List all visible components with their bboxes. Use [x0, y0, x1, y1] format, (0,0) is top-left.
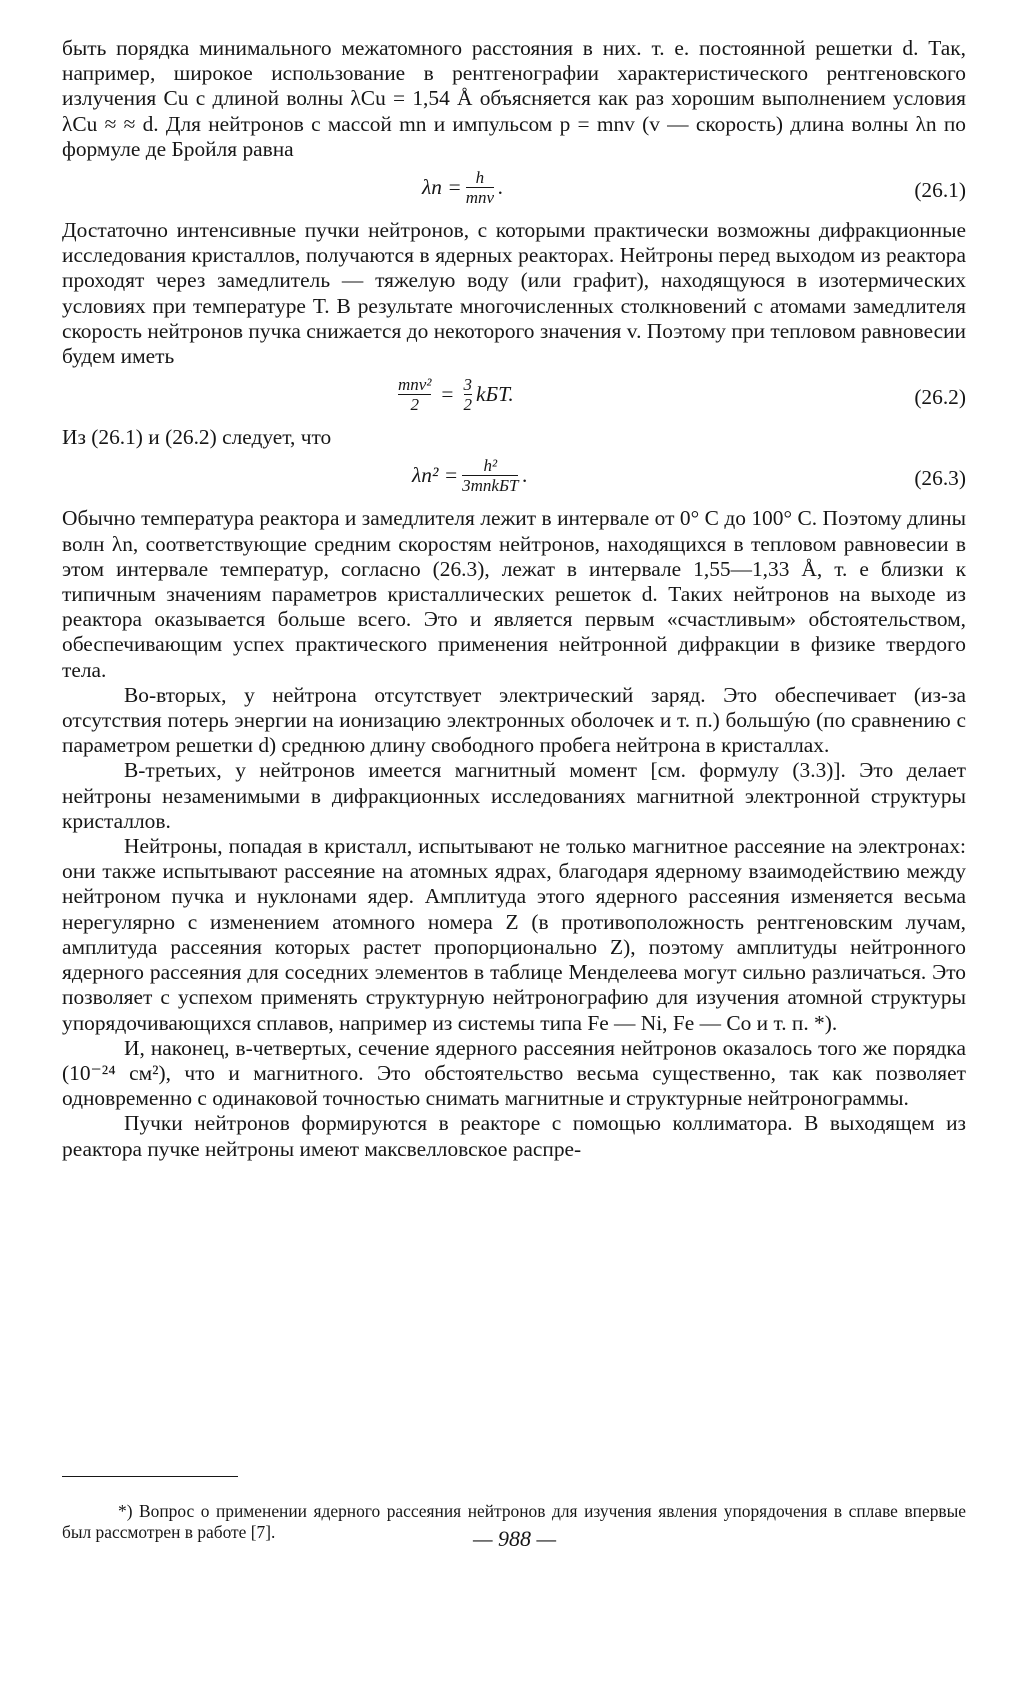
eq2-number: (26.2)	[914, 385, 966, 410]
eq3-denominator: 3mnkБT	[462, 476, 519, 496]
paragraph-2: Достаточно интенсивные пучки нейтронов, с которыми практически возможны дифракционные исследования кристаллов, получаются в ядерных реакторах. Нейтроны перед выходом из реактора проходят через замедлитель — тяжелую воду (или графит), находящуюся в изотермических условиях при температуре T. В результате многочисленных столкновений с атомами замедлителя скорость нейтронов пучка снижается до некоторого значения v. Поэтому при тепловом равновесии будем иметь	[62, 218, 966, 369]
paragraph-7: Нейтроны, попадая в кристалл, испытывают не только магнитное рассеяние на электронах: они также испытывают рассеяние на атомных ядрах, благодаря ядерному взаимодействию между нейтроном пучка и нуклонами ядер. Амплитуда этого ядерного рассеяния изменяется весьма нерегулярно с изменением атомного номера Z (в противоположность рентгеновским лучам, амплитуда рассеяния которых растет пропорционально Z), поэтому амплитуды нейтронного ядерного рассеяния для соседних элементов в таблице Менделеева могут сильно различаться. Это позволяет с успехом применять структурную нейтронографию для изучения атомной структуры упорядочивающихся сплавов, например из системы типа Fe — Ni, Fe — Co и т. п. *).	[62, 834, 966, 1035]
eq1-numerator: h	[475, 168, 485, 188]
eq1-denominator: mnv	[465, 188, 495, 208]
eq2-tail: kБT.	[476, 382, 514, 407]
eq1-tail: .	[498, 175, 504, 200]
paragraph-9: Пучки нейтронов формируются в реакторе с помощью коллиматора. В выходящем из реактора пучке нейтроны имеют максвелловское распре-	[62, 1111, 966, 1161]
eq1-lhs: λn =	[422, 175, 462, 200]
eq1-fraction	[466, 168, 494, 207]
paragraph-1: быть порядка минимального межатомного расстояния в них. т. е. постоянной решетки d. Так, например, широкое использование в рентгенографии характеристического рентгеновского излучения Cu с длиной волны λCu = 1,54 Å объясняется как раз хорошим выполнением условия λCu ≈ ≈ d. Для нейтронов с массой mn и импульсом p = mnv (v — скорость) длина волны λn по формуле де Бройля равна	[62, 36, 966, 161]
equation-26-1	[62, 162, 966, 218]
equation-26-3	[62, 450, 966, 506]
paragraph-3: Из (26.1) и (26.2) следует, что	[62, 425, 332, 450]
footnote-divider	[62, 1476, 238, 1477]
paragraph-8: И, наконец, в-четвертых, сечение ядерного рассеяния нейтронов оказалось того же порядка (10⁻²⁴ см²), что и магнитного. Это обстоятельство весьма существенно, так как позволяет одновременно с одинаковой точностью снимать магнитные и структурные нейтронограммы.	[62, 1035, 966, 1111]
paragraph-4: Обычно температура реактора и замедлителя лежит в интервале от 0° С до 100° С. Поэтому длины волн λn, соответствующие средним скоростям нейтронов, находящихся в тепловом равновесии в этом интервале температур, согласно (26.3), лежат в интервале 1,55—1,33 Å, т. е близки к типичным значениям параметров кристаллических решеток d. Таких нейтронов на выходе из реактора оказывается больше всего. Это и является первым «счастливым» обстоятельством, обеспечивающим успех практического применения нейтронной дифракции в физике твердого тела.	[62, 506, 966, 682]
eq2-numerator-2: 3	[463, 375, 472, 395]
eq2-fraction-2	[464, 375, 473, 414]
page-body	[62, 36, 966, 1162]
eq2-numerator-1: mnv²	[398, 375, 432, 395]
eq3-tail: .	[522, 463, 528, 488]
paragraph-6: В-третьих, у нейтронов имеется магнитный момент [см. формулу (3.3)]. Это делает нейтроны незаменимыми в дифракционных исследованиях магнитной электронной структуры кристаллов.	[62, 758, 966, 833]
eq2-denominator-1: 2	[410, 395, 419, 415]
eq3-fraction	[462, 456, 518, 495]
page-number: — 988 —	[472, 1526, 557, 1551]
eq3-lhs: λn² =	[412, 463, 459, 488]
eq2-equals: =	[441, 382, 454, 407]
eq2-fraction-1	[398, 375, 431, 414]
equation-26-2	[62, 369, 966, 425]
eq3-numerator: h²	[483, 456, 498, 476]
paragraph-5: Во-вторых, у нейтрона отсутствует электрический заряд. Это обеспечивает (из-за отсутствия потерь энергии на ионизацию электронных оболочек и т. п.) большýю (по сравнению с параметром решетки d) среднюю длину свободного пробега нейтрона в кристаллах.	[62, 682, 966, 758]
eq3-number: (26.3)	[914, 466, 966, 491]
eq1-number: (26.1)	[914, 178, 966, 203]
footnote: *) Вопрос о применении ядерного рассеяния нейтронов для изучения явления упорядочения в сплаве впервые был рассмотрен в работе [7].	[62, 1501, 966, 1543]
eq2-denominator-2: 2	[463, 395, 472, 415]
